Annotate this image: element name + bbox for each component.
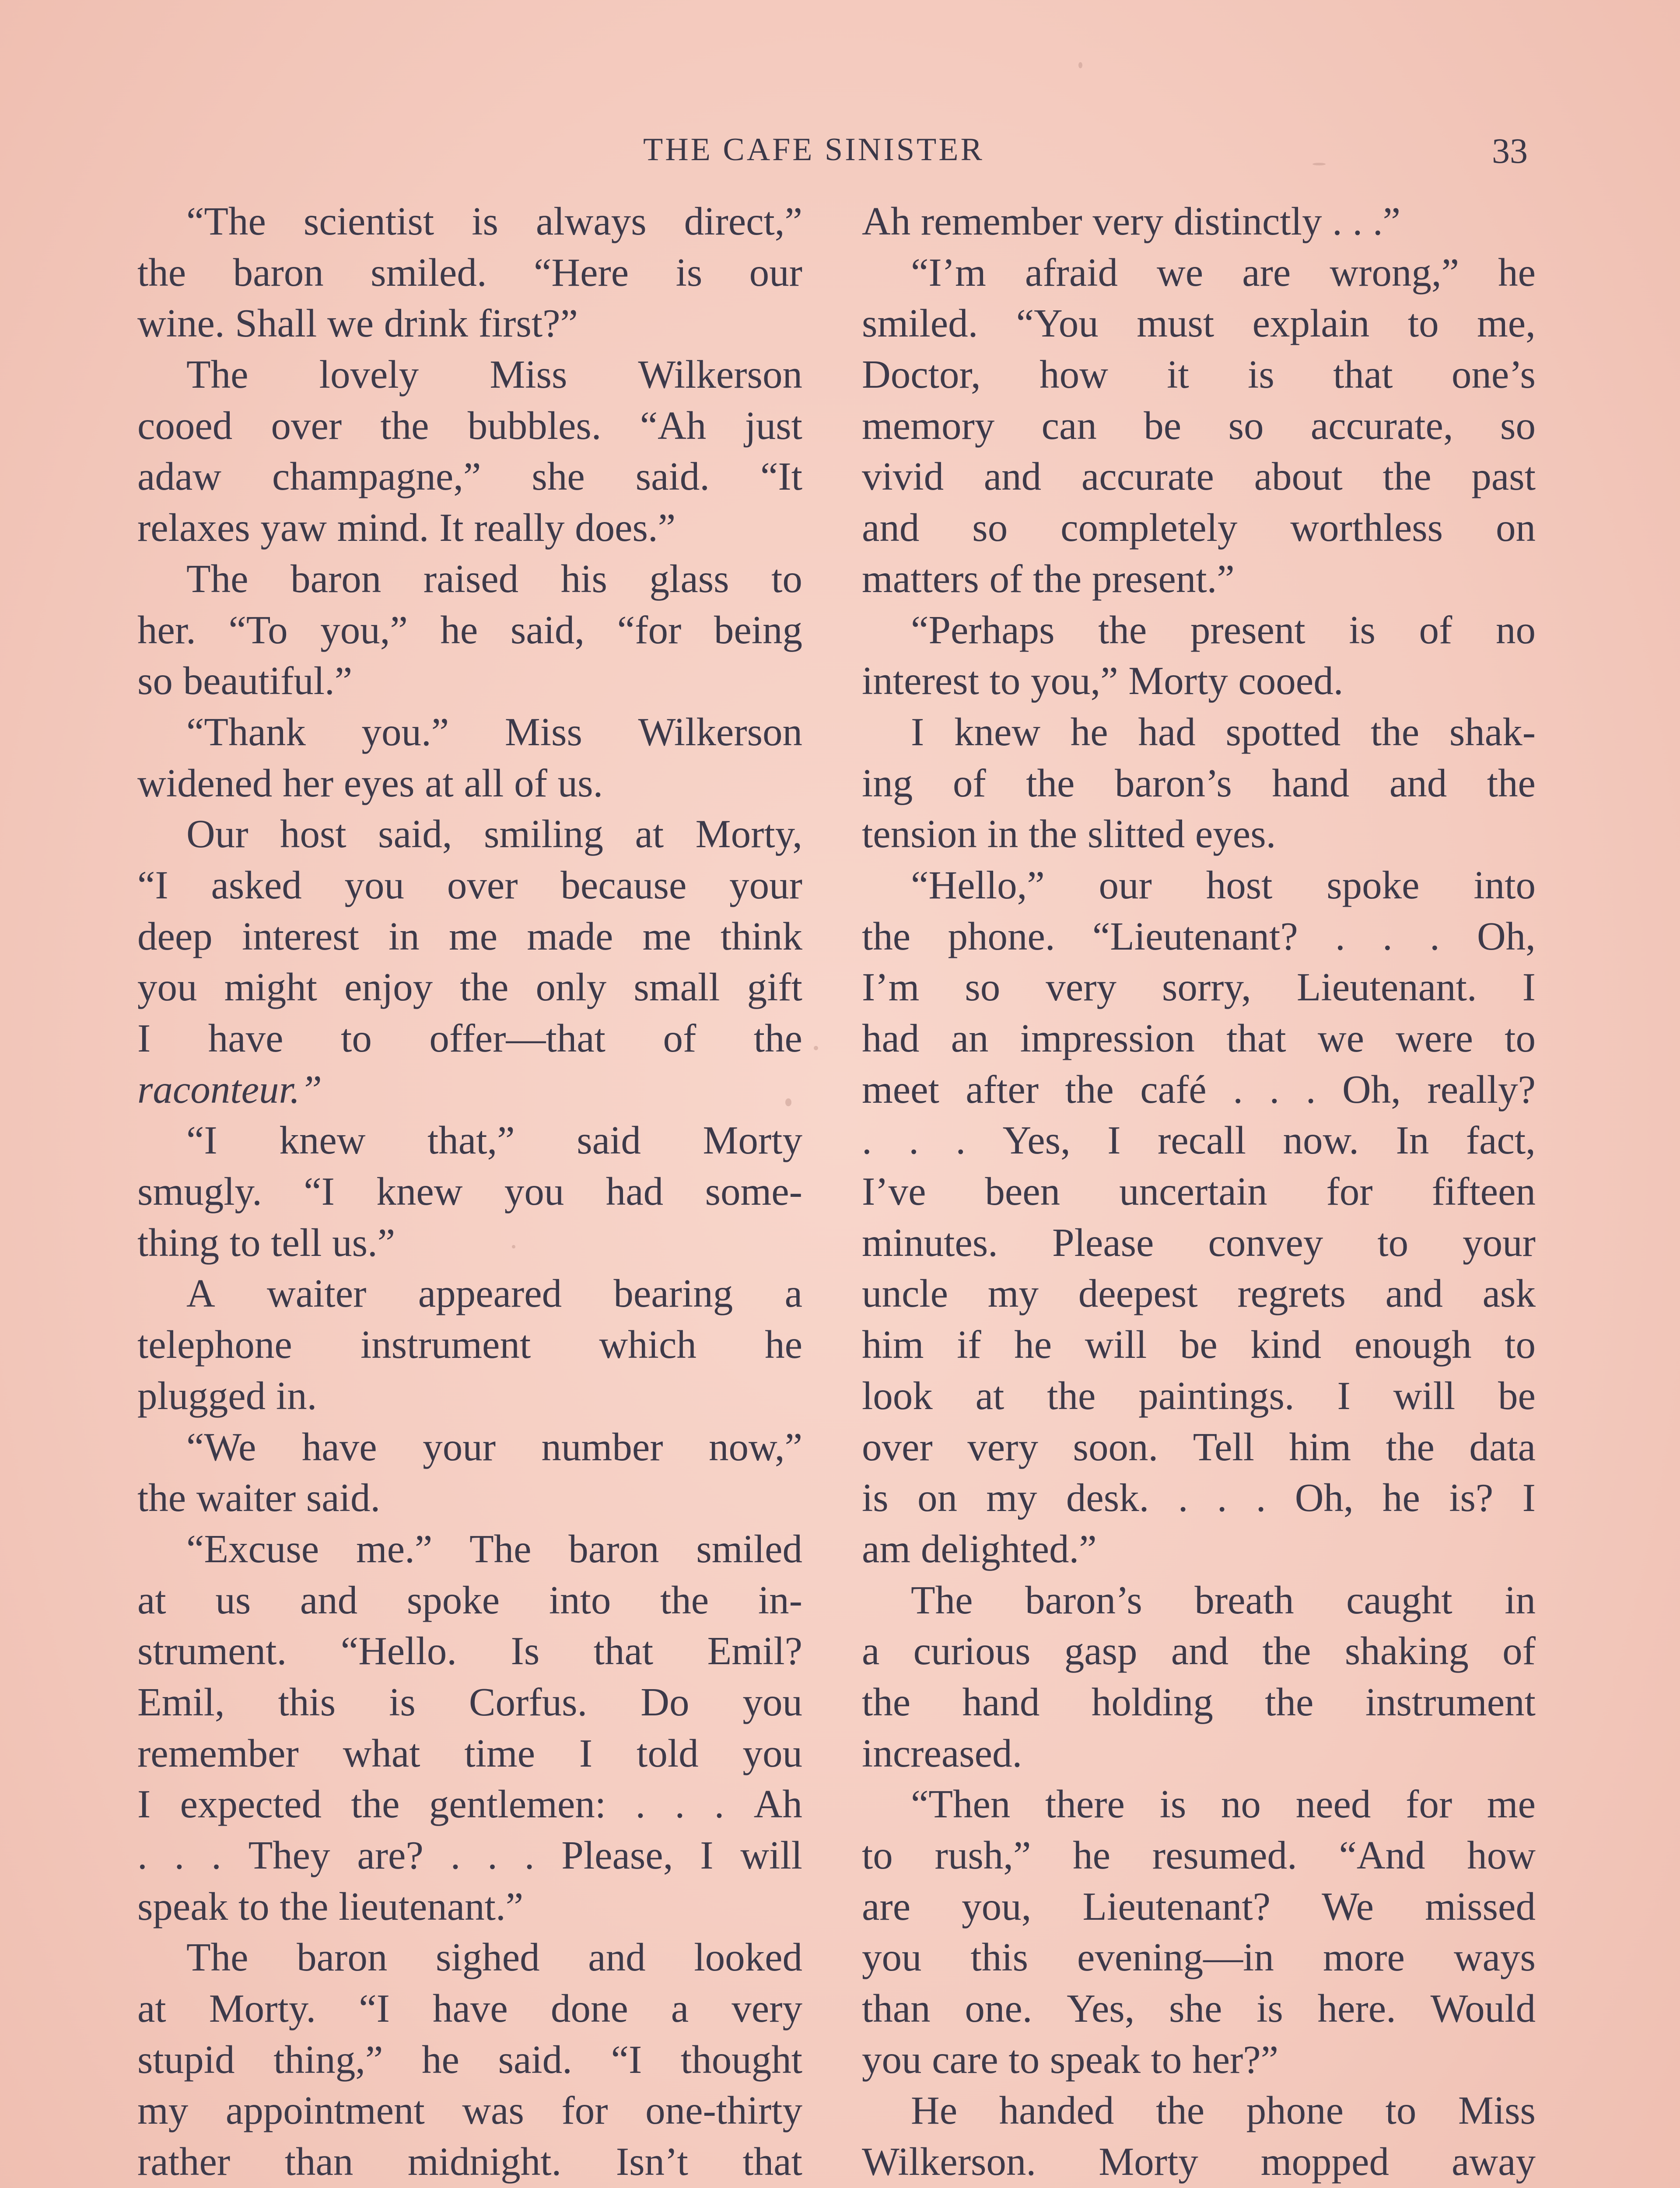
text-line: matters of the present.” xyxy=(862,556,1235,601)
text-line: “Excuse me.” The baron smiled xyxy=(186,1526,802,1571)
text-line: Doctor, how it is that one’s xyxy=(862,352,1536,397)
text-line: telephone instrument which he xyxy=(137,1322,802,1367)
text-line: plugged in. xyxy=(137,1373,317,1418)
text-line: “I knew that,” said Morty xyxy=(186,1118,802,1163)
text-line: smugly. “I knew you had some- xyxy=(137,1169,802,1214)
text-line: memory can be so accurate, so xyxy=(862,403,1536,448)
text-line: I’m so very sorry, Lieutenant. I xyxy=(862,965,1536,1010)
text-line: meet after the café . . . Oh, really? xyxy=(862,1067,1536,1112)
page-header xyxy=(0,127,1680,179)
text-line: deep interest in me made me think xyxy=(137,914,802,958)
text-line: I expected the gentlemen: . . . Ah xyxy=(137,1782,802,1827)
text-line: He handed the phone to Miss xyxy=(911,2088,1536,2133)
text-line: him if he will be kind enough to xyxy=(862,1322,1536,1367)
text-line: the phone. “Lieutenant? . . . Oh, xyxy=(862,914,1536,958)
text-line: my appointment was for one-thirty xyxy=(137,2088,802,2133)
text-line: you might enjoy the only small gift xyxy=(137,965,802,1010)
text-line: uncle my deepest regrets and ask xyxy=(862,1271,1536,1316)
text-line: and so completely worthless on xyxy=(862,505,1536,550)
text-line: am delighted.” xyxy=(862,1526,1097,1571)
text-line: speak to the lieutenant.” xyxy=(137,1884,524,1929)
text-line: vivid and accurate about the past xyxy=(862,454,1536,499)
text-line: over very soon. Tell him the data xyxy=(862,1424,1536,1469)
text-line: the baron smiled. “Here is our xyxy=(137,250,802,295)
text-line: smiled. “You must explain to me, xyxy=(862,301,1536,346)
text-line: Ah remember very distinctly . . .” xyxy=(862,199,1401,243)
paper-speck xyxy=(1078,62,1082,68)
text-line: “We have your number now,” xyxy=(186,1424,802,1469)
text-line: I’ve been uncertain for fifteen xyxy=(862,1169,1536,1214)
text-line: increased. xyxy=(862,1731,1022,1775)
text-line: tension in the slitted eyes. xyxy=(862,812,1276,856)
running-head: THE CAFE SINISTER xyxy=(643,132,984,168)
text-line: is on my desk. . . . Oh, he is? I xyxy=(862,1476,1536,1520)
text-line: “Thank you.” Miss Wilkerson xyxy=(186,709,802,754)
page-number: 33 xyxy=(1492,131,1528,171)
text-line: ing of the baron’s hand and the xyxy=(862,761,1536,805)
text-line: “Perhaps the present is of no xyxy=(911,607,1536,652)
text-line: strument. “Hello. Is that Emil? xyxy=(137,1629,802,1673)
paper-speck xyxy=(814,1046,818,1050)
text-line: you this evening—in more ways xyxy=(862,1935,1536,1980)
text-line: “The scientist is always direct,” xyxy=(186,199,802,243)
text-line: The baron’s breath caught in xyxy=(911,1578,1536,1622)
text-line: widened her eyes at all of us. xyxy=(137,761,603,805)
text-line: The lovely Miss Wilkerson xyxy=(186,352,802,397)
text-line: than one. Yes, she is here. Would xyxy=(862,1986,1536,2031)
text-line: remember what time I told you xyxy=(137,1731,802,1775)
text-line: at us and spoke into the in- xyxy=(137,1578,802,1622)
text-line: minutes. Please convey to your xyxy=(862,1220,1536,1265)
text-line: cooed over the bubbles. “Ah just xyxy=(137,403,802,448)
text-line: “Then there is no need for me xyxy=(911,1782,1536,1827)
text-line: “I asked you over because your xyxy=(137,863,802,907)
text-line: her. “To you,” he said, “for being xyxy=(137,607,802,652)
text-line: the hand holding the instrument xyxy=(862,1680,1536,1724)
text-line: at Morty. “I have done a very xyxy=(137,1986,802,2031)
text-line: the waiter said. xyxy=(137,1476,381,1520)
text-line: so beautiful.” xyxy=(137,659,353,703)
text-line: adaw champagne,” she said. “It xyxy=(137,454,802,499)
text-line: A waiter appeared bearing a xyxy=(186,1271,802,1316)
text-line: I knew he had spotted the shak- xyxy=(911,709,1536,754)
text-line: a curious gasp and the shaking of xyxy=(862,1629,1536,1673)
text-line: to rush,” he resumed. “And how xyxy=(862,1833,1536,1877)
text-line: stupid thing,” he said. “I thought xyxy=(137,2037,802,2082)
text-line: you care to speak to her?” xyxy=(862,2037,1279,2082)
text-line: raconteur.” xyxy=(137,1067,322,1112)
text-line: rather than midnight. Isn’t that xyxy=(137,2139,802,2184)
text-line: . . . Yes, I recall now. In fact, xyxy=(862,1118,1536,1163)
text-line: “I’m afraid we are wrong,” he xyxy=(911,250,1536,295)
text-line: are you, Lieutenant? We missed xyxy=(862,1884,1536,1929)
text-line: The baron raised his glass to xyxy=(186,556,802,601)
text-line: interest to you,” Morty cooed. xyxy=(862,659,1344,703)
text-line: relaxes yaw mind. It really does.” xyxy=(137,505,676,550)
text-line: wine. Shall we drink first?” xyxy=(137,301,578,346)
text-line: had an impression that we were to xyxy=(862,1016,1536,1060)
text-line: “Hello,” our host spoke into xyxy=(911,863,1536,907)
text-column-left xyxy=(137,196,802,2188)
text-line: Our host said, smiling at Morty, xyxy=(186,812,802,856)
text-line: thing to tell us.” xyxy=(137,1220,396,1265)
text-line: Wilkerson. Morty mopped away xyxy=(862,2139,1536,2184)
text-line: . . . They are? . . . Please, I will xyxy=(137,1833,802,1877)
text-column-right xyxy=(862,196,1536,2188)
text-line: Emil, this is Corfus. Do you xyxy=(137,1680,802,1724)
text-line: I have to offer—that of the xyxy=(137,1016,802,1060)
text-line: The baron sighed and looked xyxy=(186,1935,802,1980)
text-line: look at the paintings. I will be xyxy=(862,1373,1536,1418)
